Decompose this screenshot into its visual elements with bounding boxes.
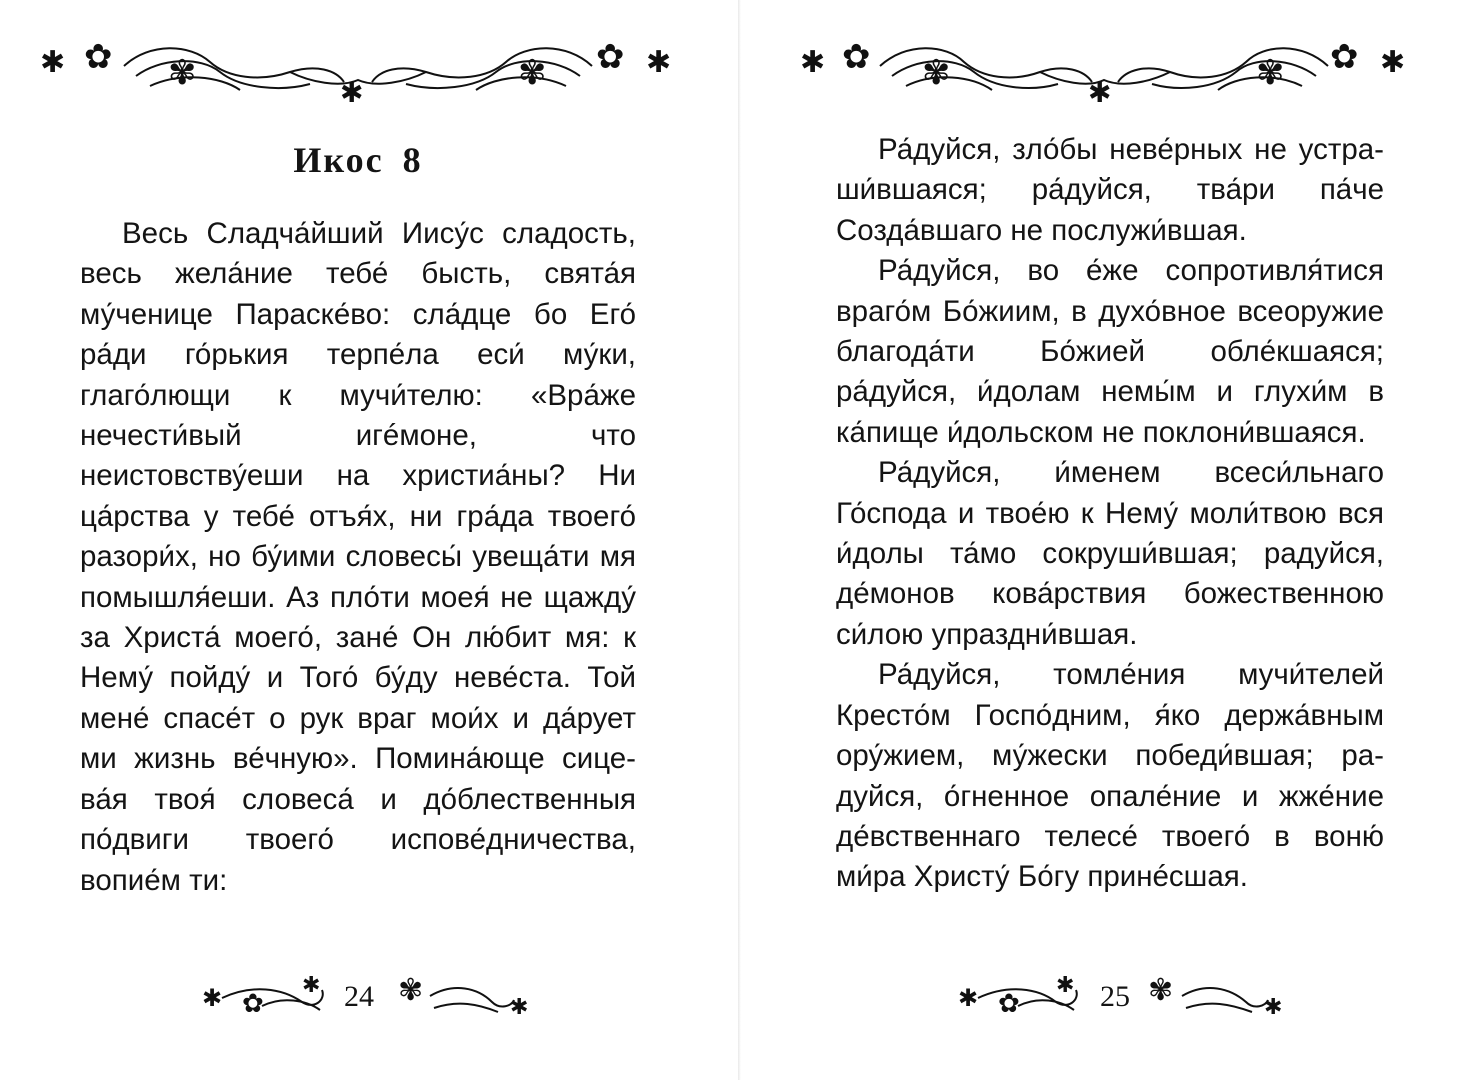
right-page: [738, 0, 1476, 1080]
page-number: 25: [1100, 980, 1130, 1013]
svg-text:✱: ✱: [1380, 45, 1406, 80]
svg-text:✾: ✾: [518, 53, 547, 93]
stanza: Ра́дуйся, во е́же сопротивля́тися враго́м Бо́жиим, в духо́вное всеоружие благода́ти Бо́жией обле́кшаяся; ра́дуйся, и́долам немы́м и глухи́м в ка́пище и́дольском не поклони́вшаяся.: [836, 254, 1384, 449]
stanza: Ра́дуйся, зло́бы неве́рных не устраши́вшаяся; ра́дуйся, тва́ри па́че Созда́вшаго не послужи́вшая.: [836, 133, 1384, 247]
svg-text:✿: ✿: [596, 37, 625, 77]
svg-text:✿: ✿: [84, 37, 113, 77]
svg-text:✱: ✱: [646, 45, 672, 80]
svg-text:✿: ✿: [1330, 37, 1359, 77]
header-ornament-icon: [800, 36, 1412, 106]
stanza: Ра́дуйся, томле́ния мучи́телей Кресто́м Госпо́дним, я́ко держа́вным ору́жием, му́жески победи́вшая; радуйся, о́гненное опале́ние и жже́ние де́вственнаго телесе́ твоего́ в воню́ ми́ра Христу́ Бо́гу принéсшая.: [836, 658, 1384, 894]
paragraph: Весь Сладча́йший Иису́с сладость, весь жела́ние тебе́ бысть, свята́я му́ченице Параске́во: сла́дце бо Его́ ра́ди го́рькия терпе́ла еси́ му́ки, глаго́лющи к мучи́телю: «Вра́же нечести́вый игéмоне, что неистовству́еши на христиа́ны? Ни ца́рства у тебе́ отъя́х, ни гра́да твоего́ разори́х, но бу́ими словесы́ увеща́ти мя помышля́еши. Аз пло́ти моея́ не щажду́ за Христа́ моего́, зане́ Он лю́бит мя: к Нему́ пойду́ и Того́ бу́ду неве́ста. Той мене́ спасе́т о рук враг мои́х и да́рует ми жизнь ве́чную». Помина́юще сицева́я твоя́ словеса́ и до́блественныя по́двиги твоего́ испове́дничества, вопие́м ти:: [80, 217, 636, 897]
svg-text:✿: ✿: [842, 37, 871, 77]
stanza: Ра́дуйся, и́менем всеси́льнаго Го́спода и твое́ю к Нему́ моли́твою вся и́долы та́мо сокруши́вшая; радуйся, де́монов кова́рствия божественною си́лою упраздни́вшая.: [836, 456, 1384, 651]
svg-text:✾: ✾: [922, 53, 951, 93]
svg-text:✿: ✿: [242, 989, 264, 1019]
svg-text:✱: ✱: [40, 45, 66, 80]
svg-text:✱: ✱: [1056, 973, 1075, 998]
svg-text:✱: ✱: [1264, 995, 1283, 1020]
svg-text:✾: ✾: [168, 53, 197, 93]
svg-text:✱: ✱: [958, 984, 979, 1012]
svg-text:✱: ✱: [302, 973, 321, 998]
svg-text:✱: ✱: [202, 984, 223, 1012]
svg-text:✱: ✱: [340, 76, 364, 106]
right-page-text: [836, 130, 1384, 898]
page-number: 24: [344, 980, 374, 1013]
svg-text:✱: ✱: [510, 995, 529, 1020]
svg-text:✾: ✾: [1256, 53, 1285, 93]
svg-text:✾: ✾: [398, 973, 424, 1008]
svg-text:✱: ✱: [800, 45, 826, 80]
header-ornament-icon: [40, 36, 680, 106]
svg-text:✿: ✿: [998, 989, 1020, 1019]
section-heading: Икос 8: [293, 140, 423, 180]
svg-text:✱: ✱: [1088, 76, 1112, 106]
svg-text:✾: ✾: [1148, 973, 1174, 1008]
left-page-text: [80, 130, 636, 901]
